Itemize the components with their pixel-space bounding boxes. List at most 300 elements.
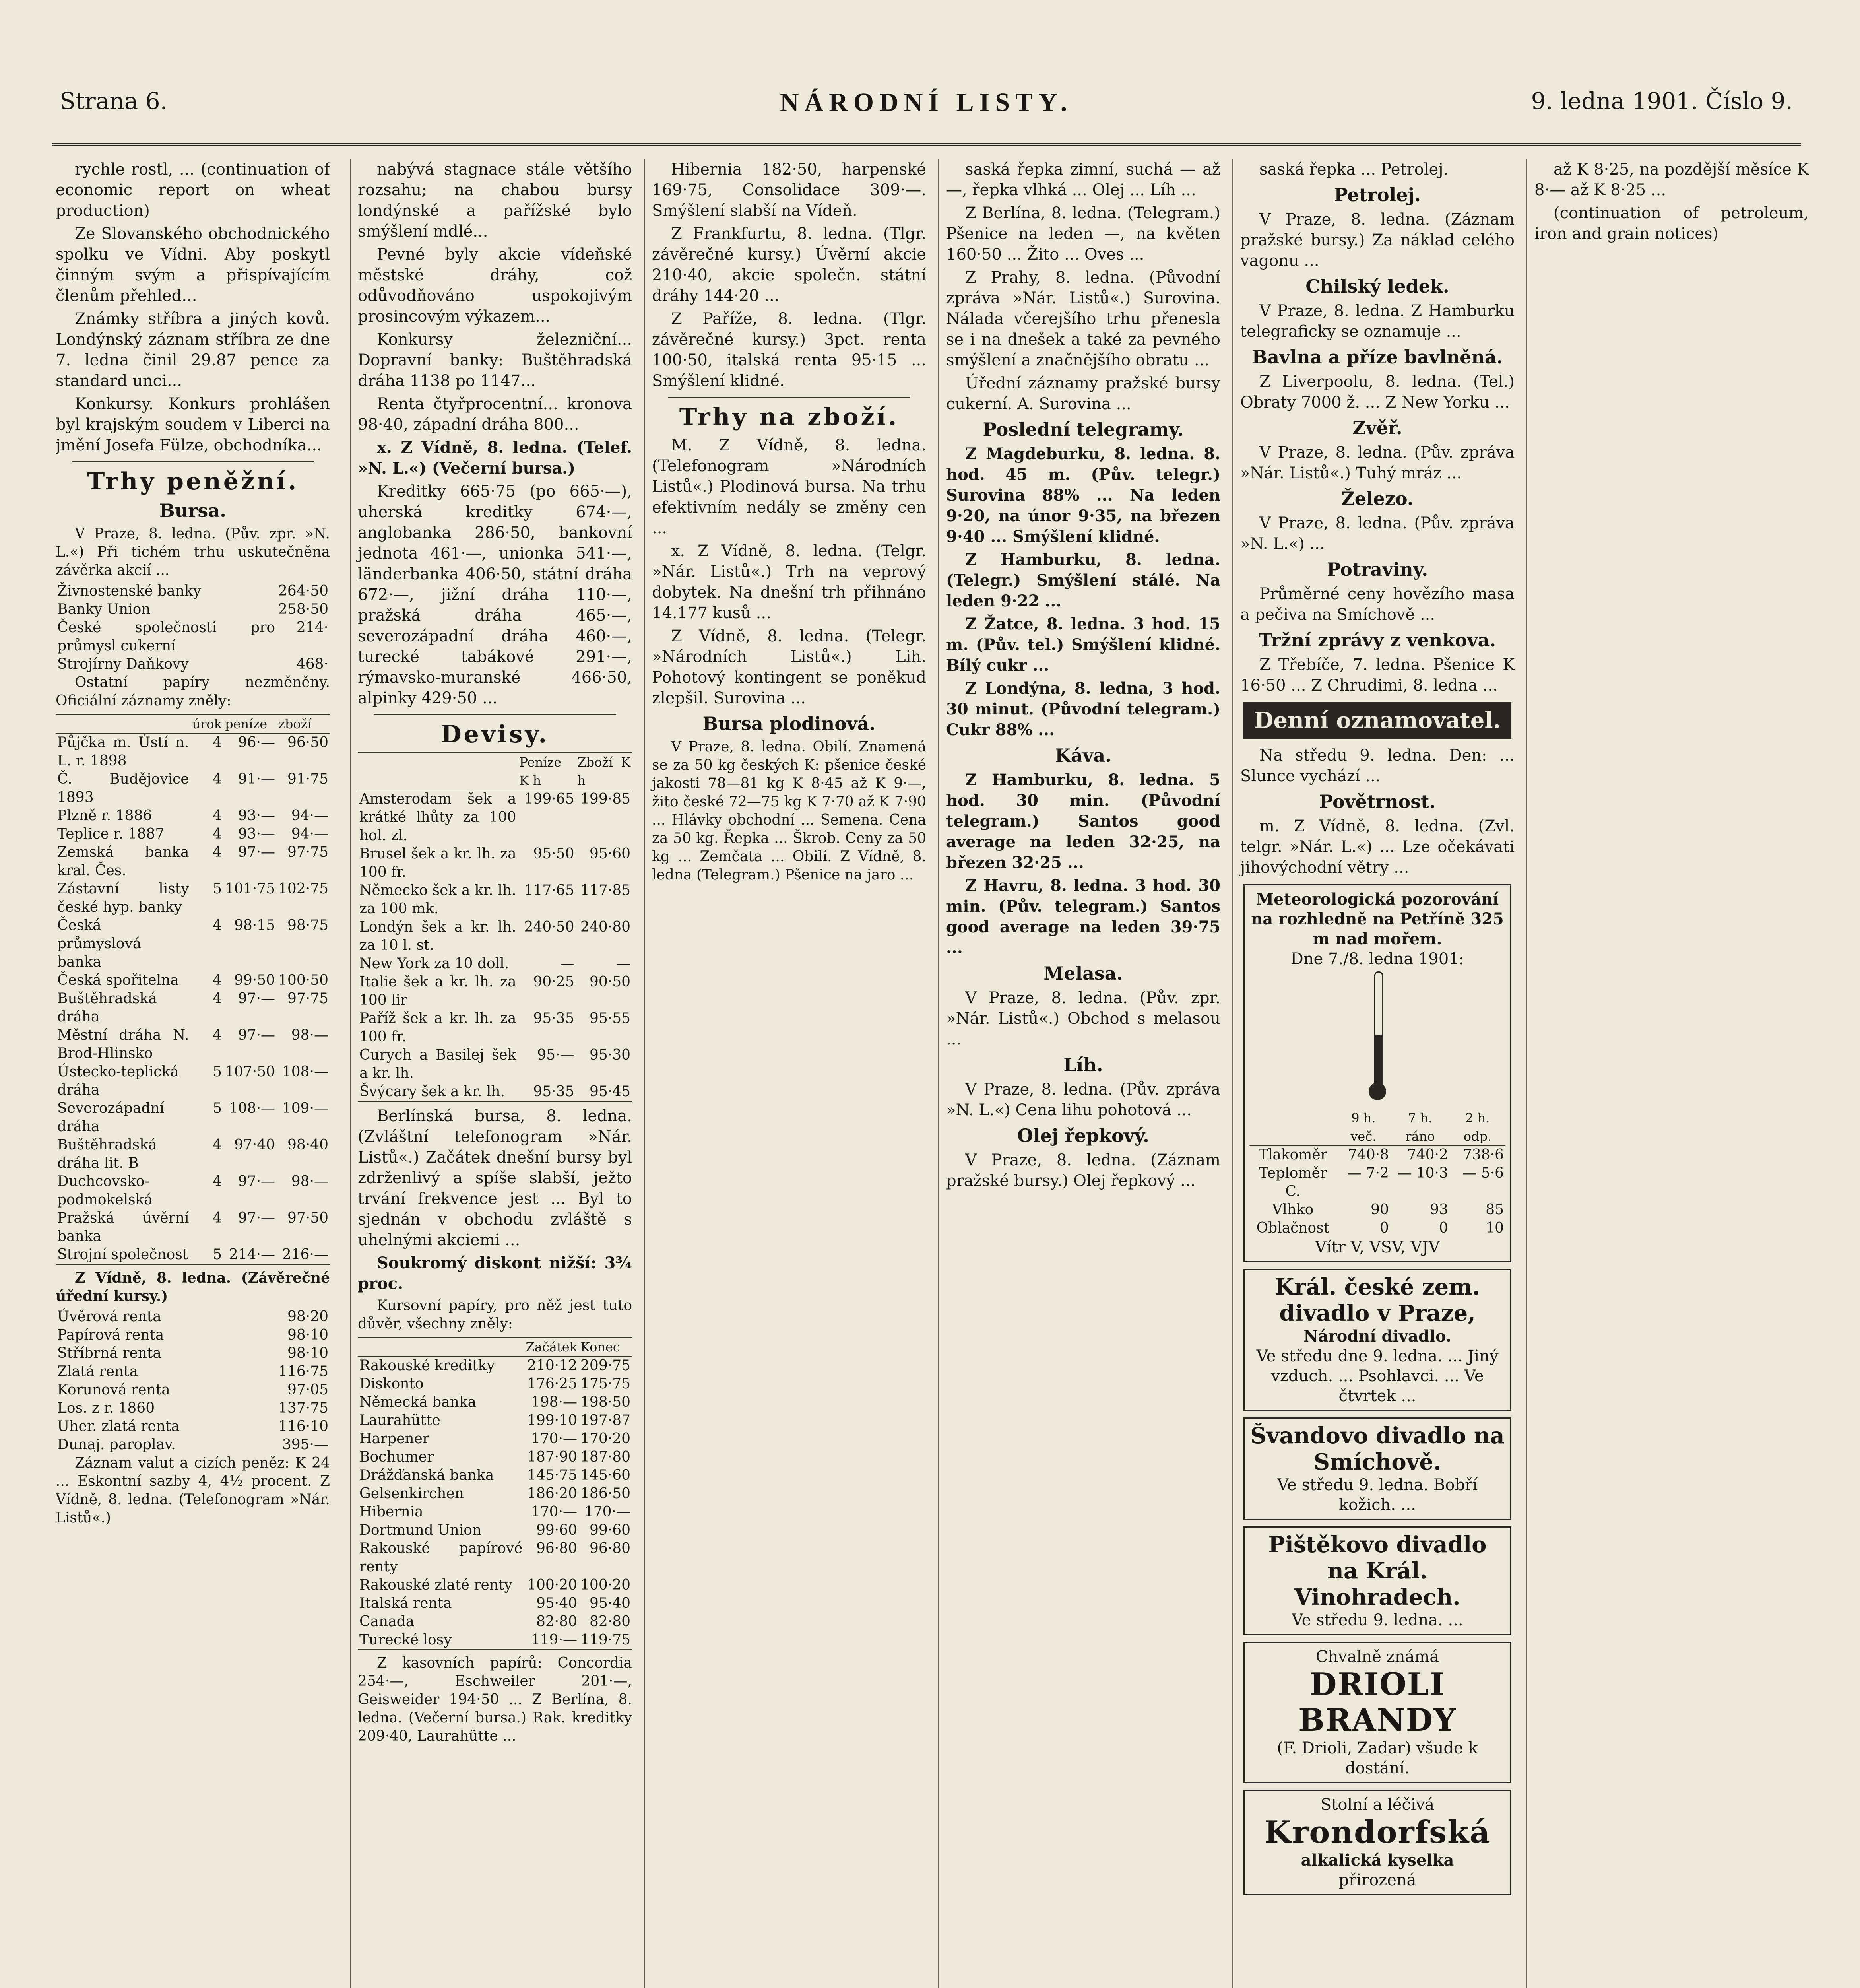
deviza-row	[358, 845, 632, 881]
column-header: 9 h. več.	[1336, 1109, 1391, 1146]
security-name: Italská renta	[359, 1595, 452, 1611]
subheading-zelezo: Železo.	[1341, 488, 1414, 509]
open-price: 187·90	[527, 1449, 578, 1465]
close-price: 96·80	[589, 1540, 630, 1557]
security-name: Buštěhradská dráha lit. B	[57, 1137, 157, 1171]
open-price: 145·75	[527, 1467, 578, 1483]
kurs-row	[56, 990, 330, 1026]
article-paragraph: nabývá stagnace stále většího rozsahu; na chabou bursy londýnské a pařížské bylo smýšlení mdlé...	[358, 160, 632, 241]
kurs-row	[56, 880, 330, 916]
open-price: 198·—	[531, 1394, 578, 1410]
security-name: Harpener	[359, 1431, 430, 1447]
article-paragraph: V Praze, 8. ledna. (Záznam pražské bursy.) Olej řepkový ...	[946, 1151, 1220, 1190]
meteo-row	[1249, 1219, 1505, 1237]
page-number: Strana 6.	[60, 87, 168, 115]
security-name: Uher. zlatá renta	[57, 1418, 180, 1435]
meteo-heading: Meteorologická pozorování na rozhledně na Petříně 325 m nad mořem.	[1251, 890, 1504, 948]
theatre-national	[1243, 1269, 1511, 1411]
bid-price: 107·50	[225, 1064, 275, 1080]
meteo-label: Vlhko	[1272, 1202, 1314, 1218]
bid-price: 97·—	[238, 1210, 275, 1226]
currency-name: Londýn šek a kr. lh. za 10 l. st.	[359, 919, 516, 953]
ask-price: 95·30	[589, 1047, 630, 1063]
bid-price: 117·65	[524, 882, 574, 899]
meteo-label: Tlakoměr	[1258, 1147, 1327, 1163]
vienna-row	[56, 1363, 330, 1381]
price: 137·75	[278, 1400, 328, 1416]
bid-price: 97·40	[234, 1137, 275, 1153]
kurs-row	[56, 734, 330, 771]
berlin-row	[358, 1411, 632, 1430]
column-header: Peníze K h	[518, 753, 576, 790]
theatre-program: Ve středu dne 9. ledna. ... Jiný vzduch. ... Psohlavci. ... Ve čtvrtek ...	[1256, 1347, 1499, 1405]
ask-price: 98·—	[291, 1027, 328, 1043]
subheading-petrolej: Petrolej.	[1334, 184, 1421, 206]
security-name: Zástavní listy české hyp. banky	[57, 881, 189, 915]
column-5	[1232, 159, 1515, 1988]
security-name: Úvěrová renta	[57, 1309, 161, 1325]
interest-rate: 4	[213, 734, 222, 751]
theatre-svanda	[1243, 1417, 1511, 1520]
price: 98·10	[287, 1345, 328, 1361]
deviza-row	[358, 955, 632, 973]
meteo-row	[1249, 1146, 1505, 1165]
article-paragraph: Na středu 9. ledna. Den: ... Slunce vychází ...	[1240, 746, 1515, 785]
interest-rate: 4	[213, 1210, 222, 1226]
vienna-table	[56, 1308, 330, 1454]
bid-price: 108·—	[229, 1100, 275, 1116]
open-price: 95·40	[536, 1595, 578, 1611]
berlin-row	[358, 1375, 632, 1393]
ask-price: 91·75	[287, 771, 328, 787]
interest-rate: 4	[213, 917, 222, 934]
close-price: 170·20	[580, 1431, 630, 1447]
column-header: peníze	[223, 715, 277, 734]
deviza-row	[358, 918, 632, 955]
subheading-kava: Káva.	[1055, 745, 1112, 766]
bid-price: 90·25	[533, 974, 574, 990]
berlin-row	[358, 1631, 632, 1649]
currency-name: Curych a Basilej šek a kr. lh.	[359, 1047, 516, 1081]
close-price: 186·50	[580, 1485, 630, 1502]
share-row	[56, 619, 330, 655]
security-name: Gelsenkirchen	[359, 1485, 464, 1502]
deviza-row	[358, 1083, 632, 1101]
share-value: 258·50	[278, 601, 328, 617]
kurs-row	[56, 1063, 330, 1099]
berlin-row	[358, 1503, 632, 1521]
ask-price: 102·75	[278, 881, 328, 897]
open-price: 170·—	[531, 1504, 578, 1520]
kurs-table	[56, 715, 330, 1264]
article-paragraph: V Praze, 8. ledna. (Záznam pražské bursy.) Za náklad celého vagonu ...	[1240, 210, 1515, 270]
advert-kicker: Stolní a léčivá	[1320, 1796, 1435, 1814]
subheading-potraviny: Potraviny.	[1327, 559, 1428, 580]
security-name: Zemská banka kral. Čes.	[57, 844, 189, 879]
subheading-povetrnost: Povětrnost.	[1319, 791, 1436, 812]
meteo-label: Oblačnost	[1256, 1220, 1330, 1236]
kurs-row	[56, 1246, 330, 1264]
security-name: Strojní společnost	[57, 1246, 188, 1263]
ask-price: 95·45	[589, 1083, 630, 1100]
meteo-label: Teploměr C.	[1259, 1165, 1327, 1200]
ask-price: 96·50	[287, 734, 328, 751]
security-name: Zlatá renta	[57, 1363, 138, 1380]
bid-price: 98·15	[234, 917, 275, 934]
interest-rate: 4	[213, 1173, 222, 1190]
security-name: Rakouské papírové renty	[359, 1540, 523, 1575]
banner-title: Denní oznamovatel.	[1254, 707, 1501, 734]
subheading-lih: Líh.	[1063, 1054, 1103, 1076]
ask-price: 97·75	[287, 844, 328, 860]
vienna-row	[56, 1344, 330, 1363]
meteo-value: 93	[1430, 1202, 1448, 1218]
article-paragraph: Z Prahy, 8. ledna. (Původní zpráva »Nár. Listů«.) Surovina. Nálada včerejšího trhu přenesla se i na dnešek a také za pevného smýšlení a značnějšího obratu ...	[946, 268, 1220, 369]
currency-name: Švýcary šek a kr. lh.	[359, 1083, 505, 1100]
advert-drioli	[1243, 1642, 1511, 1783]
deviza-table-box	[358, 752, 632, 1102]
bid-price: 95·35	[533, 1083, 574, 1100]
bid-price: 93·—	[238, 826, 275, 842]
column-header: 2 h. odp.	[1450, 1109, 1505, 1146]
article-paragraph: Hibernia 182·50, harpenské 169·75, Consolidace 309·—. Smýšlení slabší na Vídeň.	[652, 160, 926, 220]
column-2	[350, 159, 632, 1988]
security-name: Rakouské kreditky	[359, 1357, 495, 1374]
meteo-value: — 10·3	[1397, 1165, 1448, 1181]
subheading-melasa: Melasa.	[1043, 963, 1123, 984]
thermometer-icon	[1365, 971, 1389, 1107]
ask-price: 216·—	[282, 1246, 328, 1263]
ask-price: 199·85	[580, 791, 630, 807]
article-paragraph: Z Hamburku, 8. ledna. (Telegr.) Smýšlení stálé. Na leden 9·22 ...	[946, 550, 1220, 610]
interest-rate: 4	[213, 1137, 222, 1153]
article-paragraph: Z kasovních papírů: Concordia 254·—, Eschweiler 201·—, Geisweider 194·50 ... Z Berlína, 8. ledna. (Večerní bursa.) Rak. kreditky 209·40, Laurahütte ...	[358, 1655, 632, 1744]
security-name: Pražská úvěrní banka	[57, 1210, 189, 1244]
security-name: Městní dráha N. Brod-Hlinsko	[57, 1027, 189, 1062]
column-header	[358, 753, 518, 790]
close-price: 197·87	[580, 1412, 630, 1429]
berlin-row	[358, 1485, 632, 1503]
subheading-chilsky-ledek: Chilský ledek.	[1305, 276, 1449, 297]
meteo-value: 740·8	[1348, 1147, 1389, 1163]
bid-price: 240·50	[524, 919, 574, 935]
article-paragraph: Úřední záznamy pražské bursy cukerní. A. Surovina ...	[946, 374, 1220, 413]
column-header: zboží	[277, 715, 330, 734]
share-name: Živnostenské banky	[57, 583, 202, 599]
security-name: Korunová renta	[57, 1382, 170, 1398]
close-price: 170·—	[584, 1504, 630, 1520]
article-paragraph: V Praze, 8. ledna. (Pův. zpráva »Nár. Listů«.) Tuhý mráz ...	[1240, 443, 1515, 482]
meteo-value: 0	[1439, 1220, 1448, 1236]
open-price: 96·80	[536, 1540, 578, 1557]
bid-price: —	[560, 955, 574, 972]
ask-price: 94·—	[291, 808, 328, 824]
column-header: Konec	[579, 1338, 632, 1357]
advert-brand: DRIOLI BRANDY	[1298, 1666, 1457, 1738]
deviza-row	[358, 973, 632, 1010]
interest-rate: 4	[213, 826, 222, 842]
column-1	[56, 159, 330, 1988]
berlin-row	[358, 1466, 632, 1485]
share-table	[56, 582, 330, 674]
kurs-row	[56, 843, 330, 880]
article-paragraph: V Praze, 8. ledna. Obilí. Znamená se za 50 kg českých K: pšenice české jakosti 78—81 kg K 8·45 až K 9·—, žito české 72—75 kg K 7·70 až K 7·90 ... Hlávky obchodní ... Semena. Cena za 50 kg. Řepka ... Škrob. Ceny za 50 kg ... Zemčata ... Obilí. Z Vídně, 8. ledna (Telegram.) Pšenice na jaro ...	[652, 739, 926, 883]
article-paragraph: Ze Slovanského obchodnického spolku ve Vídni. Aby poskytl činným svým a přispívajícím členům přehled...	[56, 225, 330, 305]
advert-kicker: Chvalně známá	[1315, 1648, 1439, 1666]
ask-price: 90·50	[589, 974, 630, 990]
security-name: Česká spořitelna	[57, 972, 179, 988]
open-price: 186·20	[527, 1485, 578, 1502]
column-6	[1526, 159, 1809, 1988]
theatre-title: Švandovo divadlo na Smíchově.	[1250, 1423, 1505, 1475]
kurs-row	[56, 1136, 330, 1173]
vienna-row	[56, 1399, 330, 1417]
table-note: Kursovní papíry, pro něž jest tuto důvěr, všechny zněly:	[358, 1297, 632, 1332]
section-heading-money-markets: Trhy peněžní.	[87, 468, 299, 495]
ask-price: 97·75	[287, 990, 328, 1007]
ask-price: 117·85	[580, 882, 630, 899]
article-paragraph: V Praze, 8. ledna. Z Hamburku telegraficky se oznamuje ...	[1240, 302, 1515, 341]
kurs-row	[56, 1099, 330, 1136]
share-name: Strojírny Daňkovy	[57, 656, 189, 672]
ask-price: 108·—	[282, 1064, 328, 1080]
security-name: Papírová renta	[57, 1327, 164, 1343]
security-name: Dortmund Union	[359, 1522, 482, 1538]
article-paragraph: Konkursy. Konkurs prohlášen byl krajským soudem v Liberci na jmění Josefa Fülze, obchodníka...	[56, 395, 330, 454]
meteo-value: 90	[1371, 1202, 1389, 1218]
kurs-row	[56, 770, 330, 807]
interest-rate: 5	[213, 1246, 222, 1263]
issue-date: 9. ledna 1901. Číslo 9.	[1531, 87, 1793, 115]
meteo-box	[1243, 884, 1511, 1262]
column-3	[644, 159, 926, 1988]
open-price: 170·—	[531, 1431, 578, 1447]
meteo-value: 0	[1380, 1220, 1389, 1236]
article-paragraph: Z Paříže, 8. ledna. (Tlgr. závěrečné kursy.) 3pct. renta 100·50, italská renta 95·15 ... Smýšlení klidné.	[652, 310, 926, 390]
article-paragraph: Pevné byly akcie vídeňské městské dráhy, což odůvodňováno uspokojivým prosincovým výkazem...	[358, 245, 632, 326]
meteo-value: — 5·6	[1462, 1165, 1504, 1181]
article-paragraph: (continuation of petroleum, iron and grain notices)	[1534, 204, 1809, 243]
security-name: Bochumer	[359, 1449, 434, 1465]
vienna-row	[56, 1381, 330, 1399]
article-paragraph: Známky stříbra a jiných kovů. Londýnský záznam stříbra ze dne 7. ledna činil 29.87 pence za standard unci...	[56, 310, 330, 390]
price: 116·75	[278, 1363, 328, 1380]
daily-calendar-banner	[1243, 702, 1511, 739]
newspaper-title: NÁRODNÍ LISTY.	[780, 88, 1073, 117]
deviza-row	[358, 1010, 632, 1046]
ask-price: 98·75	[287, 917, 328, 934]
masthead	[52, 80, 1801, 146]
berlin-row	[358, 1357, 632, 1375]
interest-rate: 4	[213, 1027, 222, 1043]
article-paragraph: Kreditky 665·75 (po 665·—), uherská kreditky 674·—, anglobanka 286·50, bankovní jednota 461·—, unionka 541·—, länderbanka 406·50, státní dráha 672·—, jižní dráha 110·—, pražská dráha 465·—, severozápadní dráha 460·—, turecké tabákové 291·—, rýmavsko-muranské 466·50, alpinky 429·50 ...	[358, 482, 632, 707]
price: 98·20	[287, 1309, 328, 1325]
ask-price: 98·—	[291, 1173, 328, 1190]
vienna-heading: Z Vídně, 8. ledna. (Závěrečné úřední kursy.)	[56, 1270, 330, 1305]
bid-price: 91·—	[238, 771, 275, 787]
berlin-row	[358, 1576, 632, 1594]
subheading-zver: Zvěř.	[1352, 417, 1402, 439]
interest-rate: 4	[213, 808, 222, 824]
meteo-value: 740·2	[1407, 1147, 1448, 1163]
bid-price: 99·50	[234, 972, 275, 988]
close-price: 119·75	[580, 1632, 630, 1648]
discount-note: Soukromý diskont nižší: 3¾ proc.	[358, 1254, 632, 1293]
subheading-bavlna: Bavlna a příze bavlněná.	[1252, 346, 1503, 368]
security-name: Turecké losy	[359, 1632, 452, 1648]
currency-name: Brusel šek a kr. lh. za 100 fr.	[359, 846, 516, 880]
security-name: Severozápadní dráha	[57, 1100, 165, 1135]
open-price: 199·10	[527, 1412, 578, 1429]
theatre-title: Pištěkovo divadlo na Král. Vinohradech.	[1268, 1532, 1487, 1610]
article-paragraph: Renta čtyřprocentní... kronova 98·40, západní dráha 800...	[358, 395, 632, 434]
theatre-program: Ve středu 9. ledna. ...	[1292, 1611, 1463, 1629]
subheading-bursa: Bursa.	[159, 500, 227, 521]
security-name: Německá banka	[359, 1394, 477, 1410]
article-paragraph: Z Liverpoolu, 8. ledna. (Tel.) Obraty 7000 ž. ... Z New Yorku ...	[1240, 373, 1515, 412]
article-paragraph: V Praze, 8. ledna. (Pův. zpr. »N. L.«) Při tichém trhu uskutečněna závěrka akcií ...	[56, 526, 330, 579]
advert-brand: Krondorfská	[1264, 1814, 1491, 1850]
bid-price: 214·—	[229, 1246, 275, 1263]
currency-name: Amsterodam šek a krátké lhůty za 100 hol. zl.	[359, 791, 516, 844]
section-heading-devisy: Devisy.	[440, 720, 549, 748]
berlin-table	[358, 1338, 632, 1649]
close-price: 100·20	[580, 1577, 630, 1593]
bid-price: 95·50	[533, 846, 574, 862]
currency-name: New York za 10 doll.	[359, 955, 509, 972]
theatre-program: Ve středu 9. ledna. Bobří kožich. ...	[1277, 1476, 1478, 1514]
interest-rate: 5	[213, 881, 222, 897]
meteo-wind: Vítr V, VSV, VJV	[1315, 1238, 1440, 1256]
article-paragraph: saská řepka ... Petrolej.	[1259, 160, 1449, 179]
theatre-pistek	[1243, 1526, 1511, 1635]
article-paragraph: M. Z Vídně, 8. ledna. (Telefonogram »Národních Listů«.) Plodinová bursa. Na trhu efektivním nedály se změny cen ...	[652, 436, 926, 537]
column-header: Zboží K h	[576, 753, 632, 790]
vienna-row	[56, 1417, 330, 1436]
divider	[668, 397, 910, 398]
interest-rate: 4	[213, 990, 222, 1007]
ask-price: 95·55	[589, 1010, 630, 1027]
ask-price: 100·50	[278, 972, 328, 988]
kurs-table-box	[56, 714, 330, 1265]
currency-name: Italie šek a kr. lh. za 100 lir	[359, 974, 516, 1008]
kurs-row	[56, 807, 330, 825]
open-price: 119·—	[531, 1632, 578, 1648]
advert-tag: přirozená	[1338, 1871, 1416, 1889]
meteo-value: 85	[1486, 1202, 1504, 1218]
share-name: Banky Union	[57, 601, 151, 617]
column-header: Začátek	[524, 1338, 579, 1357]
theatre-subtitle: Národní divadlo.	[1303, 1327, 1451, 1345]
article-paragraph: Z Frankfurtu, 8. ledna. (Tlgr. závěrečné kursy.) Úvěrní akcie 210·40, akcie společn. státní dráhy 144·20 ...	[652, 225, 926, 305]
kurs-row	[56, 1173, 330, 1209]
column-header: 7 h. ráno	[1391, 1109, 1450, 1146]
close-price: 145·60	[580, 1467, 630, 1483]
security-name: Česká průmyslová banka	[57, 917, 142, 970]
kurs-row	[56, 825, 330, 843]
berlin-row	[358, 1430, 632, 1448]
price: 395·—	[282, 1437, 328, 1453]
column-4	[938, 159, 1220, 1988]
security-name: Drážďanská banka	[359, 1467, 494, 1483]
article-paragraph: V Praze, 8. ledna. (Pův. zpráva »N. L.«) Cena lihu pohotová ...	[946, 1080, 1220, 1119]
security-name: Canada	[359, 1613, 415, 1630]
berlin-row	[358, 1521, 632, 1540]
article-paragraph: x. Z Vídně, 8. ledna. (Telgr. »Nár. Listů«.) Trh na veprový dobytek. Na dnešní trh přihnáno 14.177 kusů ...	[652, 542, 926, 622]
article-paragraph: Konkursy železniční... Dopravní banky: Buštěhradská dráha 1138 po 1147...	[358, 330, 632, 390]
article-paragraph: saská řepka zimní, suchá — až —, řepka vlhká ... Olej ... Líh ...	[946, 160, 1220, 199]
kurs-row	[56, 971, 330, 990]
security-name: Diskonto	[359, 1376, 424, 1392]
price: 97·05	[287, 1382, 328, 1398]
price: 116·10	[278, 1418, 328, 1435]
open-price: 100·20	[527, 1577, 578, 1593]
security-name: Ústecko-teplická dráha	[57, 1064, 179, 1098]
currency-name: Paříž šek a kr. lh. za 100 fr.	[359, 1010, 516, 1045]
bid-price: 97·—	[238, 1027, 275, 1043]
bid-price: 95·—	[537, 1047, 574, 1063]
close-price: 198·50	[580, 1394, 630, 1410]
column-header	[358, 1338, 524, 1357]
security-name: Stříbrná renta	[57, 1345, 161, 1361]
deviza-row	[358, 1046, 632, 1083]
meteo-row	[1249, 1164, 1505, 1201]
share-value: 468·	[296, 656, 328, 672]
article-paragraph: Z Havru, 8. ledna. 3 hod. 30 min. (Pův. telegram.) Santos good average na leden 39·75 ...	[946, 876, 1220, 957]
advert-sub: (F. Drioli, Zadar) všude k dostání.	[1277, 1739, 1478, 1777]
security-name: Dunaj. paroplav.	[57, 1437, 176, 1453]
security-name: Buštěhradská dráha	[57, 990, 157, 1025]
bid-price: 96·—	[238, 734, 275, 751]
article-paragraph: Průměrné ceny hovězího masa a pečiva na Smíchově ...	[1240, 585, 1515, 624]
ask-price: 95·60	[589, 846, 630, 862]
article-paragraph: Z Třebíče, 7. ledna. Pšenice K 16·50 ... Z Chrudimi, 8. ledna ...	[1240, 656, 1515, 695]
share-value: 264·50	[278, 583, 328, 599]
column-header	[1249, 1109, 1336, 1146]
interest-rate: 4	[213, 972, 222, 988]
article-paragraph: Z Berlína, 8. ledna. (Telegram.) Pšenice na leden —, na květen 160·50 ... Žito ... Oves ...	[946, 204, 1220, 264]
article-paragraph: Záznam valut a cizích peněz: K 24 ... Eskontní sazby 4, 4½ procent. Z Vídně, 8. ledna. (Telefonogram »Nár. Listů«.)	[56, 1455, 330, 1526]
meteo-value: 10	[1486, 1220, 1504, 1236]
close-price: 82·80	[589, 1613, 630, 1630]
share-value: 214·	[296, 619, 328, 636]
article-paragraph: Z Hamburku, 8. ledna. 5 hod. 30 min. (Původní telegram.) Santos good average na leden 32·25, na březen 32·25 ...	[946, 771, 1220, 872]
interest-rate: 5	[213, 1064, 222, 1080]
report-heading: x. Z Vídně, 8. ledna. (Telef. »N. L.«) (Večerní bursa.)	[358, 438, 632, 478]
article-paragraph: Z Žatce, 8. ledna. 3 hod. 15 m. (Pův. tel.) Smýšlení klidné. Bílý cukr ...	[946, 615, 1220, 675]
article-paragraph: V Praze, 8. ledna. (Pův. zpr. »Nár. Listů«.) Obchod s melasou ...	[946, 989, 1220, 1048]
close-price: 209·75	[580, 1357, 630, 1374]
security-name: Č. Budějovice 1893	[57, 771, 189, 806]
open-price: 176·25	[527, 1376, 578, 1392]
berlin-row	[358, 1613, 632, 1631]
berlin-row	[358, 1448, 632, 1466]
deviza-row	[358, 881, 632, 918]
deviza-table	[358, 753, 632, 1101]
security-name: Duchcovsko-podmokelská	[57, 1173, 153, 1208]
close-price: 99·60	[589, 1522, 630, 1538]
subheading-trzni-zpravy: Tržní zprávy z venkova.	[1259, 629, 1496, 651]
kurs-row	[56, 916, 330, 971]
column-header: úrok	[191, 715, 224, 734]
security-name: Los. z r. 1860	[57, 1400, 155, 1416]
meteo-value: — 7·2	[1347, 1165, 1389, 1181]
article-paragraph: m. Z Vídně, 8. ledna. (Zvl. telgr. »Nár. L.«) ... Lze očekávati jihovýchodní větry ...	[1240, 817, 1515, 877]
bid-price: 97·—	[238, 844, 275, 860]
vienna-row	[56, 1326, 330, 1344]
article-paragraph: rychle rostl, ... (continuation of economic report on wheat production)	[56, 160, 330, 220]
meteo-date: Dne 7./8. ledna 1901:	[1290, 950, 1464, 968]
